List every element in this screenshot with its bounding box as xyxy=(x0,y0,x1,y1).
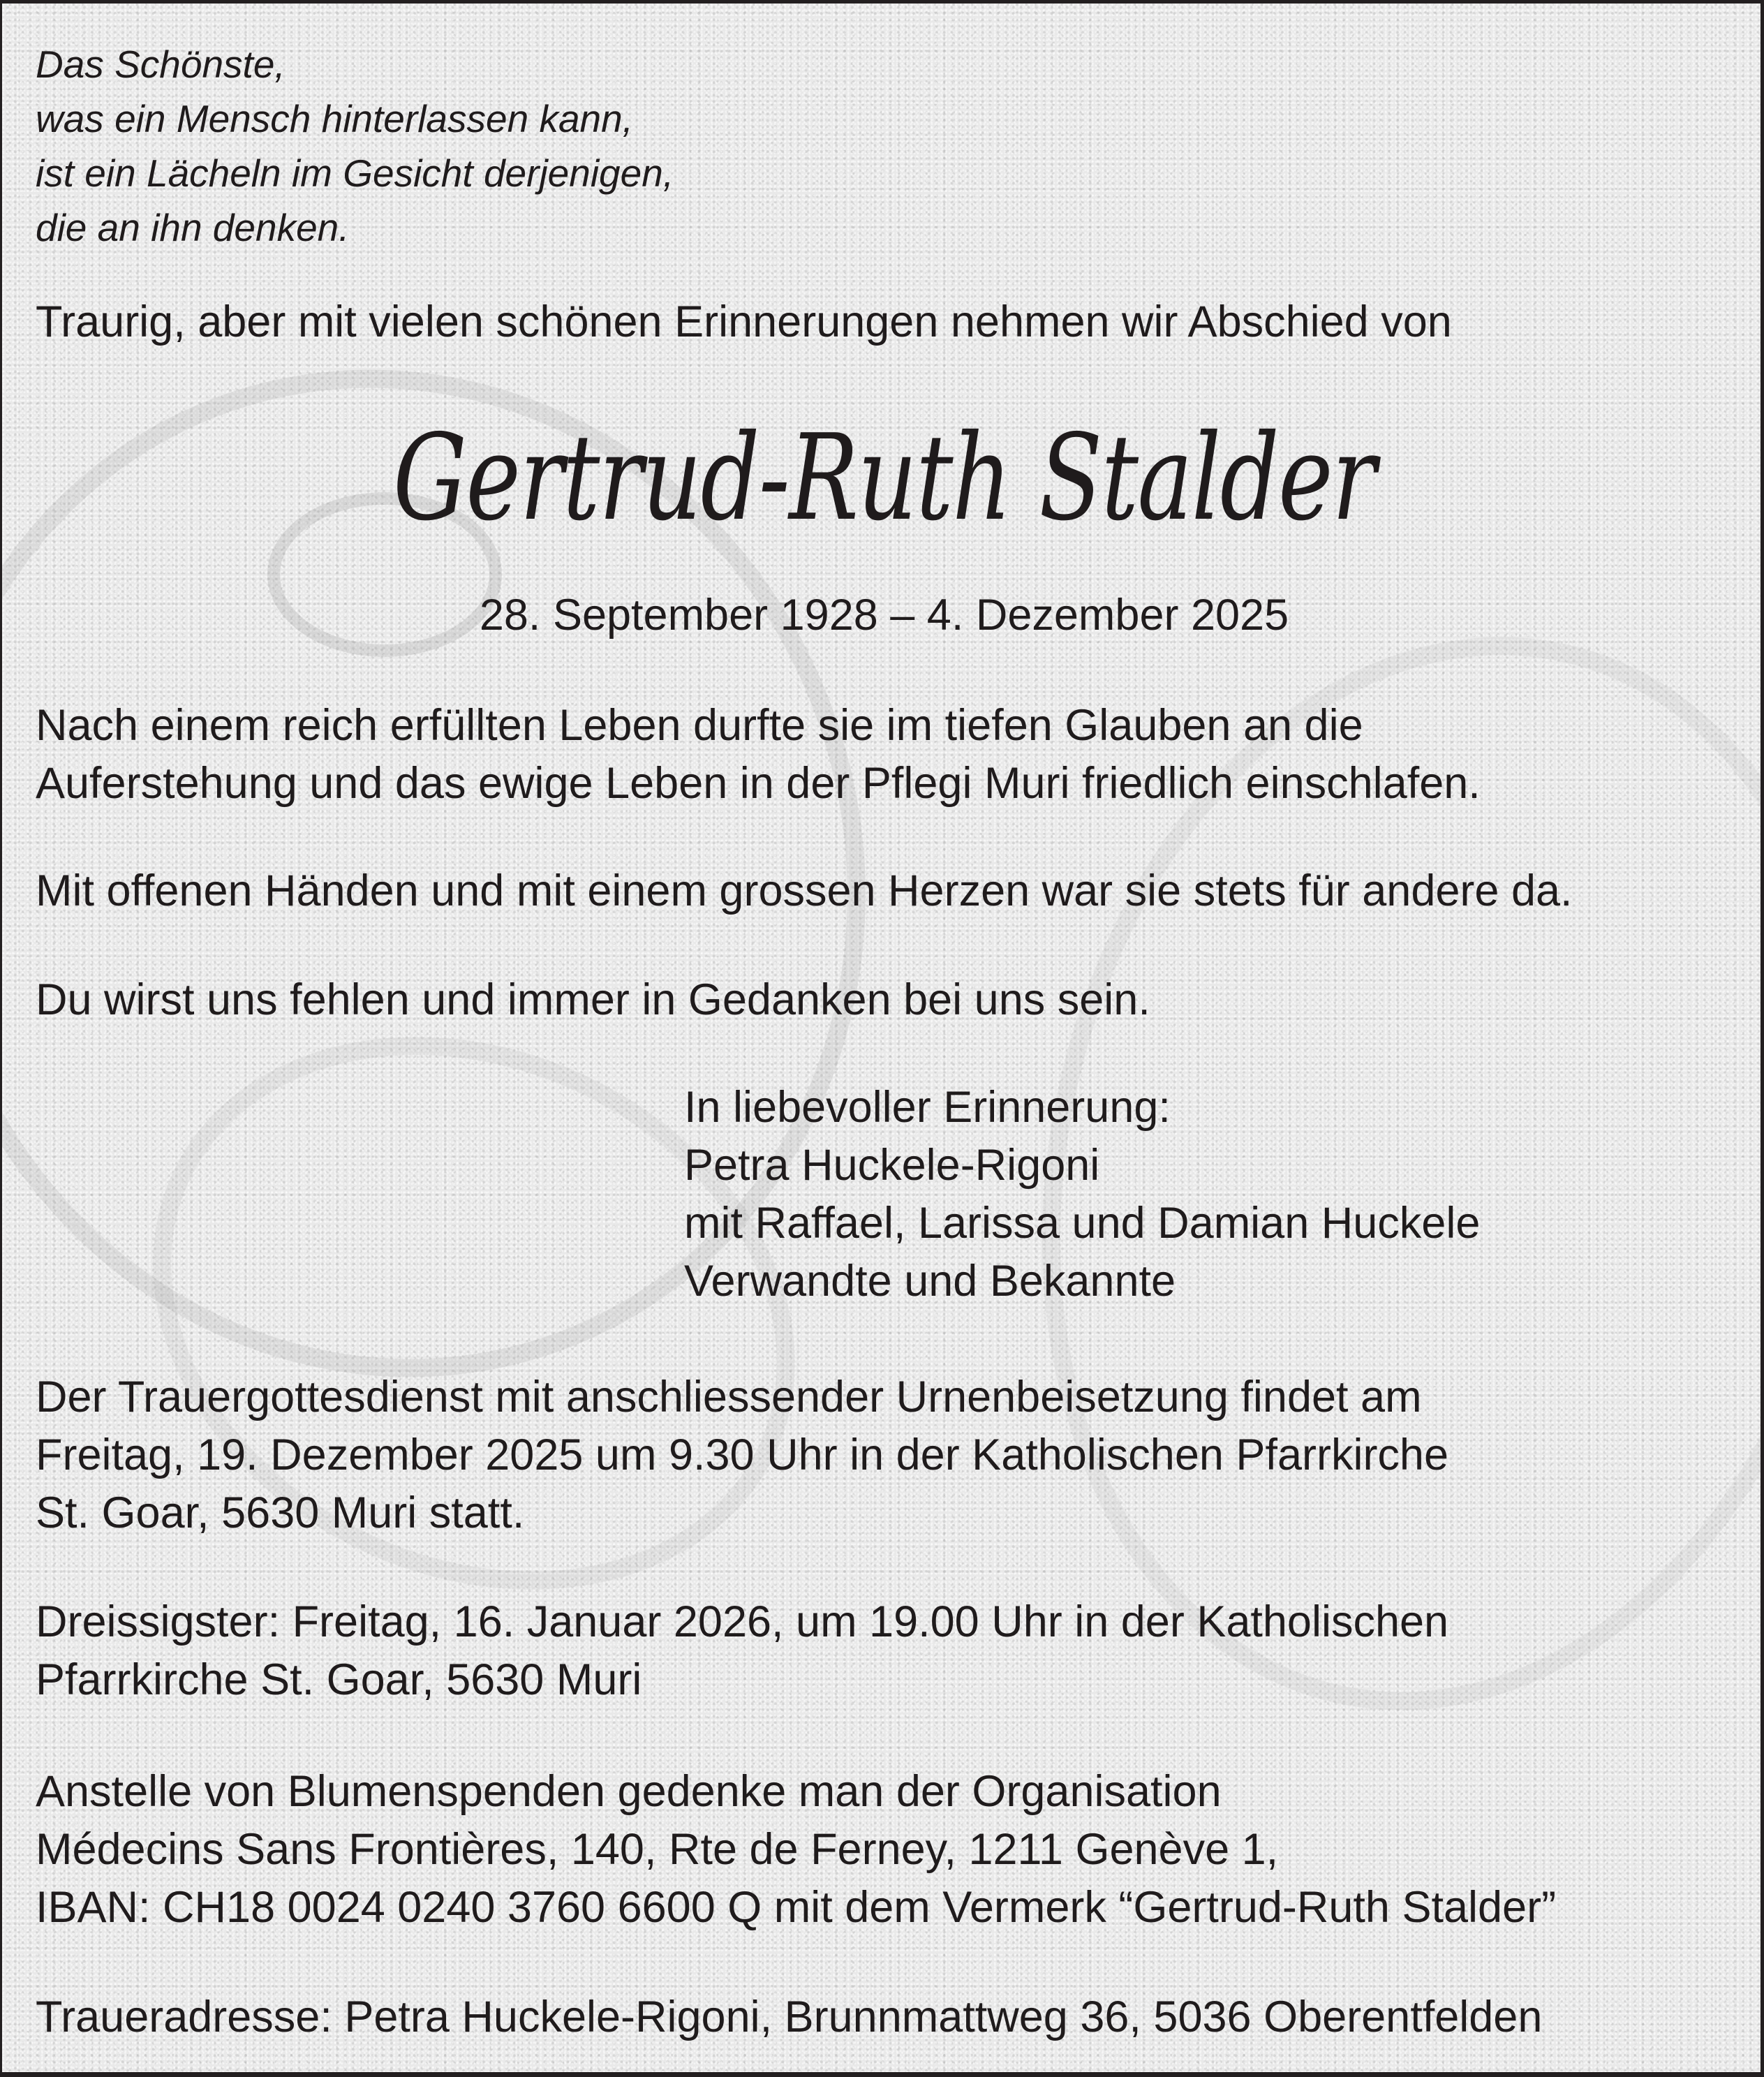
service-line: St. Goar, 5630 Muri statt. xyxy=(36,1488,525,1537)
signatures-block xyxy=(684,1079,1480,1310)
dreissigster-line: Dreissigster: Freitag, 16. Januar 2026, um 19.00 Uhr in der Katholischen xyxy=(36,1597,1449,1646)
dreissigster-line: Pfarrkirche St. Goar, 5630 Muri xyxy=(36,1655,642,1704)
paragraph-line: Auferstehung und das ewige Leben in der Pflegi Muri friedlich einschlafen. xyxy=(36,759,1481,808)
signature-line: In liebevoller Erinnerung: xyxy=(684,1083,1171,1132)
donation-info xyxy=(36,1763,1556,1937)
poem-line: ist ein Lächeln im Gesicht derjenigen, xyxy=(36,151,674,195)
paragraph-passing xyxy=(36,697,1481,813)
mourning-address: Traueradresse: Petra Huckele-Rigoni, Brunnmattweg 36, 5036 Oberentfelden xyxy=(36,1993,1543,2041)
donation-line: Anstelle von Blumenspenden gedenke man der Organisation xyxy=(36,1767,1222,1816)
funeral-service-info xyxy=(36,1368,1448,1542)
poem-line: Das Schönste, xyxy=(36,43,286,86)
paragraph-line: Nach einem reich erfüllten Leben durfte sie im tiefen Glauben an die xyxy=(36,701,1363,750)
signature-line: Petra Huckele-Rigoni xyxy=(684,1141,1100,1190)
poem-line: was ein Mensch hinterlassen kann, xyxy=(36,97,634,140)
signature-line: Verwandte und Bekannte xyxy=(684,1257,1176,1306)
memorial-poem xyxy=(36,37,674,255)
paragraph-remembrance: Du wirst uns fehlen und immer in Gedanken bei uns sein. xyxy=(36,975,1150,1024)
service-line: Freitag, 19. Dezember 2025 um 9.30 Uhr in der Katholischen Pfarrkirche xyxy=(36,1431,1448,1479)
poem-line: die an ihn denken. xyxy=(36,206,350,249)
deceased-name: Gertrud-Ruth Stalder xyxy=(393,409,1375,547)
donation-line: Médecins Sans Frontières, 140, Rte de Ferney, 1211 Genève 1, xyxy=(36,1825,1279,1874)
donation-iban-line: IBAN: CH18 0024 0240 3760 6600 Q mit dem Vermerk “Gertrud-Ruth Stalder” xyxy=(36,1883,1557,1932)
life-dates: 28. September 1928 – 4. Dezember 2025 xyxy=(479,591,1289,640)
hands-watermark-image-lower xyxy=(62,935,887,1692)
thirtieth-day-mass-info xyxy=(36,1593,1448,1709)
signature-line: mit Raffael, Larissa und Damian Huckele xyxy=(684,1199,1481,1248)
farewell-intro: Traurig, aber mit vielen schönen Erinnerungen nehmen wir Abschied von xyxy=(36,297,1452,346)
service-line: Der Trauergottesdienst mit anschliessender Urnenbeisetzung findet am xyxy=(36,1373,1422,1421)
paragraph-tribute: Mit offenen Händen und mit einem grossen Herzen war sie stets für andere da. xyxy=(36,866,1573,915)
